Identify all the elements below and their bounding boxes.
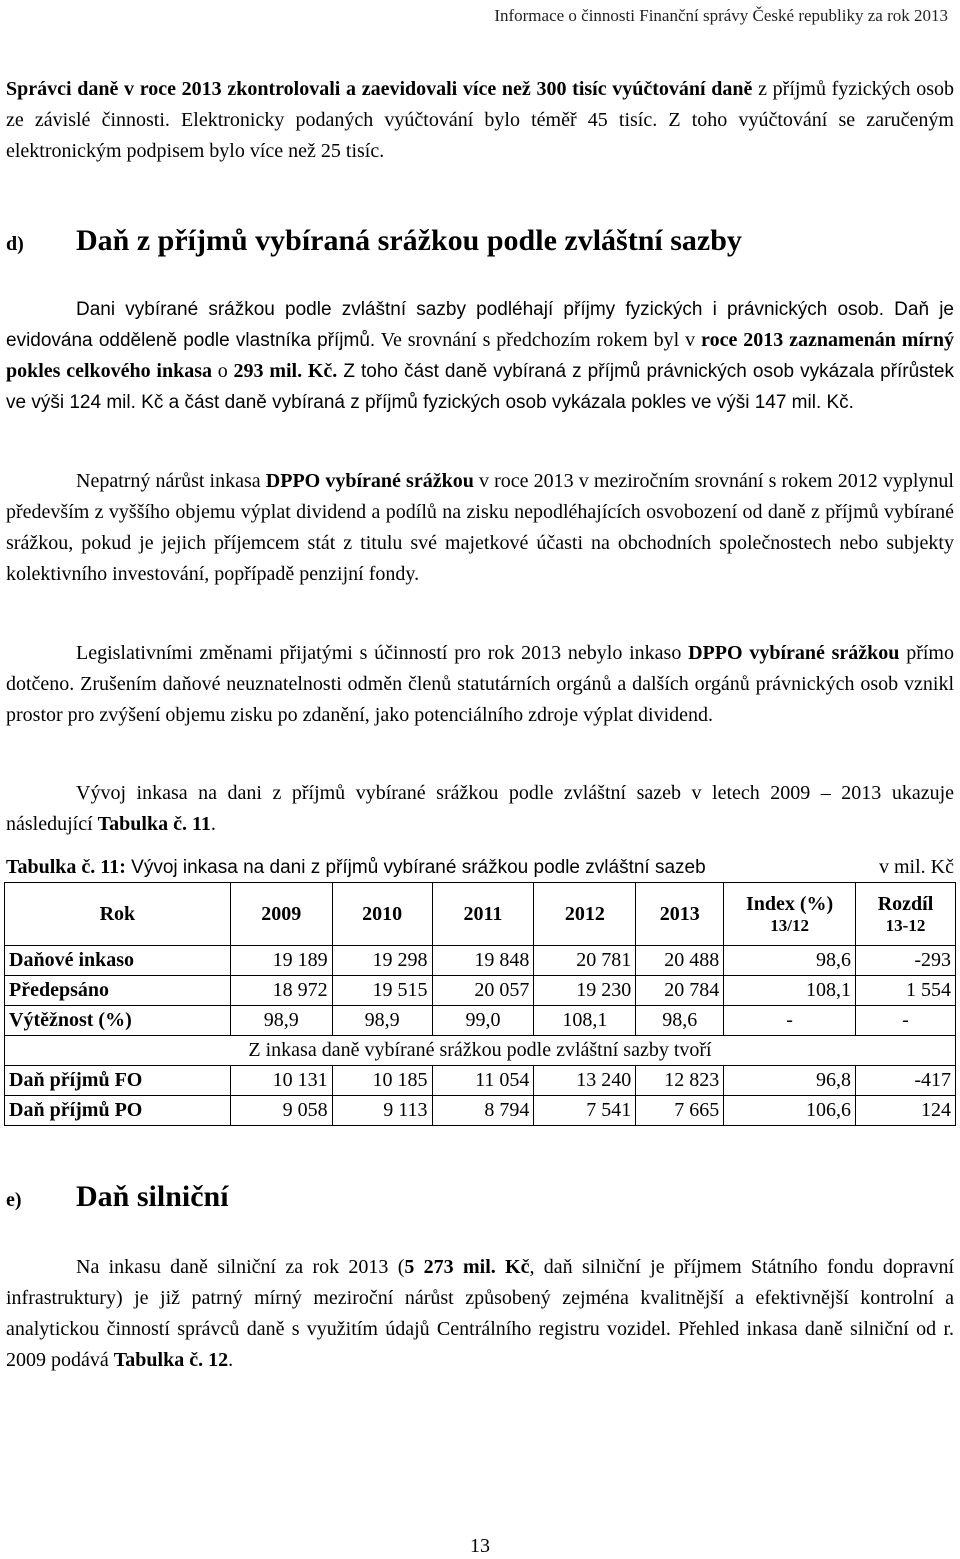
header-year: 2010 <box>332 883 432 946</box>
paragraph-vyuctovani: Správci daně v roce 2013 zkontrolovali a zaevidovali více než 300 tisíc vyúčtování daně z příjmů fyzických osob ze závislé činnosti. Elektronicky podaných vyúčtování bylo téměř 45 tisíc. Z toho vyúčtování se zaručeným elektronickým podpisem bylo více než 25 tisíc. <box>6 78 954 162</box>
header-rozdil: Rozdíl 13-12 <box>856 883 956 946</box>
page-number: 13 <box>470 1535 490 1557</box>
table-header-row <box>5 883 956 946</box>
inkaso-table <box>4 882 956 1126</box>
table-subheading-row <box>5 1036 956 1066</box>
running-header: Informace o činnosti Finanční správy České republiky za rok 2013 <box>494 6 948 25</box>
table-unit: v mil. Kč <box>879 856 954 878</box>
header-year: 2009 <box>230 883 332 946</box>
table-row: Daň příjmů FO 10 131 10 185 11 054 13 240 12 823 96,8 -417 <box>5 1066 956 1096</box>
paragraph-legislativa: Legislativními změnami přijatými s účinností pro rok 2013 nebylo inkaso DPPO vybírané srážkou přímo dotčeno. Zrušením daňové neuznatelnosti odměn členů statutárních orgánů a dalších orgánů právnických osob vznikl prostor pro zvýšení objemu zisku po zdanění, jako potenciálního zdroje výplat dividend. <box>6 642 954 726</box>
paragraph-bold-lead: Správci daně v roce 2013 zkontrolovali a zaevidovali více než 300 tisíc vyúčtování daně <box>6 78 753 100</box>
section-e-heading: e) Daň silniční <box>6 1180 229 1213</box>
header-year: 2013 <box>636 883 724 946</box>
paragraph-vyvoj-inkasa: Vývoj inkasa na dani z příjmů vybírané srážkou podle zvláštní sazeb v letech 2009 – 2013 ukazuje následující Tabulka č. 11. <box>6 782 954 835</box>
table-row: Předepsáno 18 972 19 515 20 057 19 230 20 784 108,1 1 554 <box>5 976 956 1006</box>
paragraph-dan-silnicni: Na inkasu daně silniční za rok 2013 (5 273 mil. Kč, daň silniční je příjmem Státního fondu dopravní infrastruktury) je již patrný mírný meziroční nárůst způsobený zejména kvalitnější a efektivnější kontrolní a analytickou činností správců daně s využitím údajů Centrálního registru vozidel. Přehled inkasa daně silniční od r. 2009 podává Tabulka č. 12. <box>6 1256 954 1371</box>
table-subheading: Z inkasa daně vybírané srážkou podle zvláštní sazby tvoří <box>5 1036 956 1066</box>
table-row: Daň příjmů PO 9 058 9 113 8 794 7 541 7 665 106,6 124 <box>5 1096 956 1126</box>
table-caption: Tabulka č. 11: Vývoj inkasa na dani z příjmů vybírané srážkou podle zvláštní sazeb v mil. Kč <box>6 856 954 878</box>
table-row: Daňové inkaso 19 189 19 298 19 848 20 781 20 488 98,6 -293 <box>5 946 956 976</box>
header-year: 2012 <box>534 883 636 946</box>
section-d-heading: d) Daň z příjmů vybíraná srážkou podle zvláštní sazby <box>6 224 742 257</box>
paragraph-srazkova-dan: Dani vybírané srážkou podle zvláštní sazby podléhají příjmy fyzických i právnických osob. Daň je evidována odděleně podle vlastníka příjmů. Ve srovnání s předchozím rokem byl v roce 2013 zaznamenán mírný pokles celkového inkasa o 293 mil. Kč. Z toho část daně vybíraná z příjmů právnických osob vykázala přírůstek ve výši 124 mil. Kč a část daně vybíraná z příjmů fyzických osob vykázala pokles ve výši 147 mil. Kč. <box>6 299 954 413</box>
paragraph-dppo-narust: Nepatrný nárůst inkasa DPPO vybírané srážkou v roce 2013 v meziročním srovnání s rokem 2012 vyplynul především z vyššího objemu výplat dividend a podílů na zisku nepodléhajících osvobození od daně z příjmů vybírané srážkou, pokud je jejich příjemcem stát z titulu své majetkové účasti na obchodních společnostech nebo subjekty kolektivního investování, popřípadě penzijní fondy. <box>6 470 954 585</box>
header-rok: Rok <box>5 883 231 946</box>
header-year: 2011 <box>432 883 534 946</box>
table-row: Výtěžnost (%) 98,9 98,9 99,0 108,1 98,6 - - <box>5 1006 956 1036</box>
header-index: Index (%) 13/12 <box>724 883 856 946</box>
